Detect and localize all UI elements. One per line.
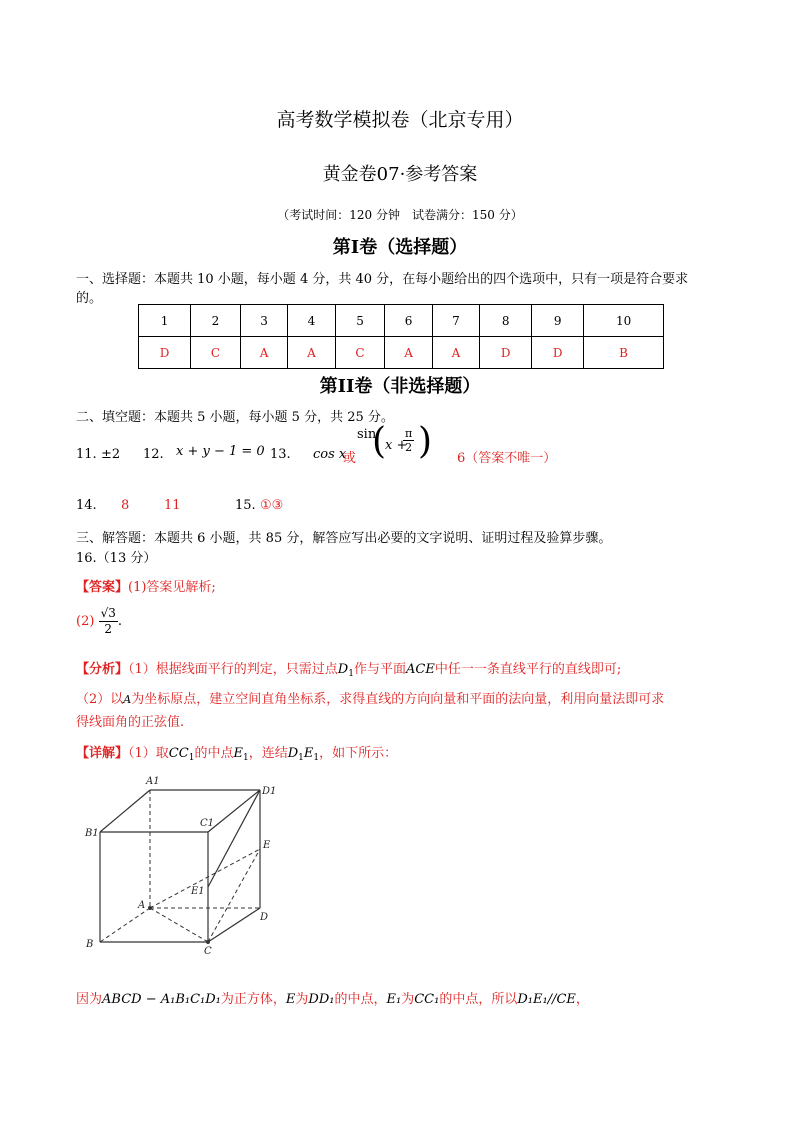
solve-instruction: 三、解答题：本题共 6 小题，共 85 分，解答应写出必要的文字说明、证明过程及验算步骤。 — [76, 531, 612, 546]
q13-answer-b: 6（答案不唯一） — [457, 451, 557, 466]
point-c — [206, 940, 210, 944]
analysis-point-d1-sub: 1 — [348, 669, 354, 679]
answer-table-cell: A — [240, 337, 287, 369]
q12-number: 12. — [143, 447, 164, 462]
answer-text: (1)答案见解析; — [128, 580, 216, 595]
answer-table-cell: 7 — [432, 305, 479, 337]
detail-d: D — [287, 746, 299, 761]
label-c1: C1 — [200, 818, 215, 829]
label-a1: A1 — [146, 776, 160, 787]
label-d1: D1 — [262, 786, 277, 797]
doc-title: 高考数学模拟卷（北京专用） — [276, 109, 524, 131]
analysis-text-1b: 作与平面 — [353, 662, 406, 677]
detail-text-c: ，连结 — [248, 746, 288, 761]
part2-heading: 第II卷（非选择题） — [319, 376, 481, 397]
q13-pi: π — [405, 427, 413, 440]
conclusion-cube: ABCD − A₁B₁C₁D₁ — [102, 992, 221, 1007]
doc-subtitle: 黄金卷07·参考答案 — [322, 164, 478, 185]
analysis-plane-ace: ACE — [405, 662, 435, 677]
answer-table-answers-row — [139, 337, 664, 369]
q14-answer-b: 11 — [164, 498, 181, 513]
q13-or: 或 — [343, 451, 357, 466]
q11-number: 11. — [76, 447, 97, 462]
label-b: B — [86, 939, 94, 950]
detail-e-sub: 1 — [242, 753, 249, 763]
edge-c1-d1 — [208, 790, 260, 832]
analysis-text-1c: 中任一一条直线平行的直线即可; — [434, 662, 622, 677]
answer-part2-prefix: (2) — [76, 614, 95, 629]
q12-answer: x + y − 1 = 0 — [176, 444, 265, 459]
analysis-text-1a: （1）根据线面平行的判定，只需过点 — [128, 662, 338, 677]
answer-table — [138, 304, 664, 369]
conclusion-e1: E₁ — [386, 992, 402, 1007]
q13-left-paren: ( — [372, 421, 387, 462]
answer-table-cell: 5 — [335, 305, 385, 337]
answer-table-cell: D — [480, 337, 532, 369]
answer-table-cell: 4 — [288, 305, 335, 337]
q13-right-paren: ) — [418, 421, 433, 462]
exam-info: （考试时间：120 分钟 试卷满分：150 分） — [277, 208, 523, 222]
q15-answer: ①③ — [260, 498, 284, 513]
conclusion-end: ， — [575, 992, 589, 1007]
answer-table-cell: D — [139, 337, 191, 369]
q13-x-plus: x + — [385, 438, 408, 453]
analysis-text-2a: （2）以 — [76, 692, 124, 707]
answer-table-cell: 2 — [191, 305, 241, 337]
answer-table-cell: 6 — [385, 305, 432, 337]
detail-cc: CC — [168, 746, 189, 761]
answer-table-cell: 1 — [139, 305, 191, 337]
answer-table-cell: C — [335, 337, 385, 369]
edge-b1-a1 — [100, 790, 150, 832]
label-e1: E1 — [191, 886, 205, 897]
detail-text-b: 的中点 — [194, 746, 234, 761]
answer-table-cell: D — [532, 337, 584, 369]
answer-table-cell: B — [584, 337, 664, 369]
point-a — [148, 906, 152, 910]
answer-period: . — [117, 614, 122, 629]
conclusion-text-b: 为正方体， — [220, 992, 286, 1007]
q13-two: 2 — [405, 441, 413, 454]
q15-number: 15. — [235, 498, 256, 513]
cube-figure — [80, 770, 290, 955]
detail-text-a: （1）取 — [128, 746, 169, 761]
answer-two: 2 — [104, 622, 113, 636]
q11-answer: ±2 — [101, 447, 121, 462]
detail-cc-sub: 1 — [188, 753, 195, 763]
answer-table-cell: A — [432, 337, 479, 369]
conclusion-text-e: 为 — [401, 992, 415, 1007]
answer-table-cell: 8 — [480, 305, 532, 337]
detail-e2: E — [303, 746, 314, 761]
part1-heading: 第I卷（选择题） — [332, 237, 468, 258]
label-c: C — [204, 946, 212, 955]
detail-text-d: ，如下所示： — [319, 746, 398, 761]
conclusion-text-f: 的中点，所以 — [439, 992, 518, 1007]
conclusion-text-d: 的中点， — [334, 992, 387, 1007]
conclusion-cc1: CC₁ — [414, 992, 440, 1007]
label-d: D — [260, 912, 269, 923]
segment-d1-e1 — [208, 790, 260, 887]
conclusion-text-a: 因为 — [76, 992, 103, 1007]
detail-d-sub: 1 — [298, 753, 304, 763]
analysis-text-2c: 得线面角的正弦值. — [76, 715, 185, 730]
edge-c-d — [208, 908, 260, 942]
conclusion-relation: D₁E₁//CE — [517, 992, 576, 1007]
answer-table-cell: 9 — [532, 305, 584, 337]
q13-number: 13. — [270, 447, 291, 462]
fill-instruction: 二、填空题：本题共 5 小题，每小题 5 分，共 25 分。 — [76, 410, 394, 425]
q13-sin: sin — [357, 427, 377, 442]
conclusion-dd1: DD₁ — [308, 992, 335, 1007]
answer-label: 【答案】 — [76, 580, 129, 595]
answer-sqrt3: √3 — [100, 606, 116, 620]
detail-label: 【详解】 — [76, 746, 129, 761]
answer-table-cell: C — [191, 337, 241, 369]
segment-c-e-hidden — [208, 849, 260, 942]
q16-header: 16.（13 分） — [76, 551, 157, 566]
analysis-text-2b: 为坐标原点，建立空间直角坐标系，求得直线的方向向量和平面的法向量，利用向量法即可求 — [131, 692, 665, 707]
label-a: A — [138, 900, 146, 911]
answer-table-cell: A — [385, 337, 432, 369]
detail-e: E — [233, 746, 243, 761]
answer-table-cell: 10 — [584, 305, 664, 337]
conclusion-text-c: 为 — [295, 992, 309, 1007]
q14-answer-a: 8 — [121, 498, 130, 513]
edge-a-b-hidden — [100, 908, 150, 942]
answer-table-cell: 3 — [240, 305, 287, 337]
analysis-point-d1: D — [337, 662, 349, 677]
segment-a-c-hidden — [150, 908, 208, 942]
answer-table-cell: A — [288, 337, 335, 369]
label-b1: B1 — [85, 828, 99, 839]
choice-instruction-line2: 的。 — [76, 291, 103, 306]
answer-table-numbers-row — [139, 305, 664, 337]
q13-pi-over-2 — [403, 427, 414, 454]
conclusion-e: E — [285, 992, 296, 1007]
q13-answer-cos: cos x — [313, 447, 347, 462]
choice-instruction-line1: 一、选择题：本题共 10 小题，每小题 4 分，共 40 分，在每小题给出的四个选项中，只有一项是符合要求 — [76, 272, 689, 287]
label-e: E — [263, 840, 271, 851]
analysis-label: 【分析】 — [76, 662, 129, 677]
q14-number: 14. — [76, 498, 97, 513]
analysis-point-a: A — [123, 693, 132, 706]
detail-e2-sub: 1 — [313, 753, 320, 763]
